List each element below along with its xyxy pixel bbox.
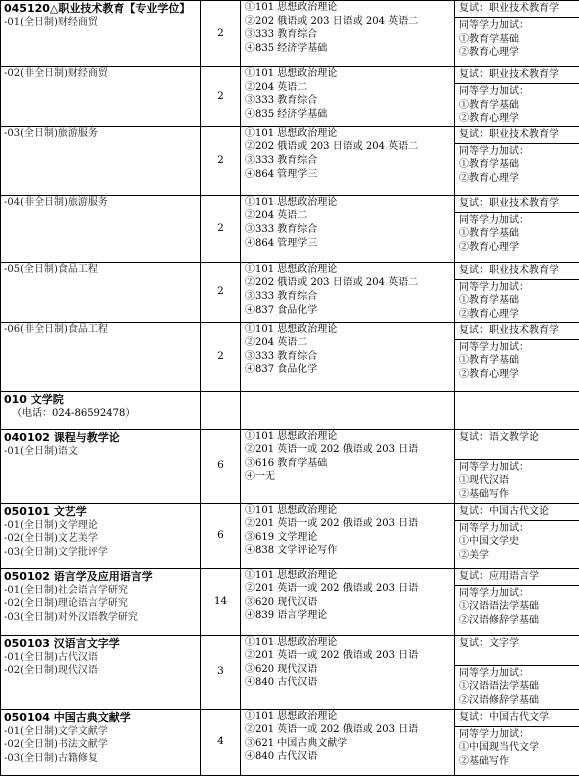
table-row	[1, 322, 579, 391]
enrollment-count: 2	[201, 67, 241, 127]
equivalent-exam-subject: ①教育学基础	[459, 354, 575, 368]
retest-cell	[455, 322, 579, 391]
exam-subject: ③333 教育综合	[245, 28, 451, 42]
exam-cell	[241, 391, 455, 429]
retest-subject: 复试：中国古代文学	[455, 710, 579, 727]
college-title: 010 文学院	[4, 392, 197, 407]
equivalent-exam-subject: ②教育心理学	[459, 241, 575, 255]
program-cell	[1, 322, 201, 391]
exam-subject: ①101 思想政治理论	[245, 196, 451, 210]
equivalent-exam-title: 同等学力加试：	[459, 461, 575, 475]
table-row	[1, 503, 579, 568]
exam-subject: ④837 食品化学	[245, 363, 451, 377]
retest-subject: 复试：职业技术教育学	[455, 196, 579, 213]
program-title: 050103 汉语言文字学	[4, 636, 197, 651]
exam-subjects	[241, 322, 455, 391]
program-cell	[1, 503, 201, 568]
equivalent-exam-subject: ①中国文学史	[459, 535, 575, 549]
retest-subject: 复试：职业技术教育学	[455, 263, 579, 280]
exam-subject: ②201 英语一或 202 俄语或 203 日语	[245, 582, 451, 596]
retest-cell	[455, 126, 579, 195]
research-direction: -02(全日制)现代汉语	[4, 664, 197, 678]
equivalent-exam-title: 同等学力加试：	[459, 281, 575, 295]
exam-subjects	[241, 709, 455, 775]
program-cell	[1, 126, 201, 195]
exam-subjects	[241, 195, 455, 262]
equivalent-exam	[455, 460, 579, 502]
research-direction: -01(全日制)财经商贸	[4, 16, 197, 30]
table-row	[1, 635, 579, 709]
retest-cell	[455, 568, 579, 635]
enrollment-count: 2	[201, 322, 241, 391]
retest-subject: 复试：应用语言学	[455, 569, 579, 586]
equivalent-exam-subject: ②教育心理学	[459, 112, 575, 126]
table-row	[1, 429, 579, 503]
equivalent-exam-title: 同等学力加试：	[459, 145, 575, 159]
exam-subject: ③620 现代汉语	[245, 663, 451, 677]
table-row	[1, 67, 579, 127]
exam-subject: ①101 思想政治理论	[245, 636, 451, 650]
research-direction: -02(全日制)书法文献学	[4, 738, 197, 752]
table-body	[1, 1, 579, 776]
equivalent-exam-subject: ②基础写作	[459, 488, 575, 502]
exam-subjects	[241, 429, 455, 503]
exam-subject: ②201 英语一或 202 俄语或 203 日语	[245, 649, 451, 663]
retest-subject: 复试：职业技术教育学	[455, 67, 579, 84]
equivalent-exam-subject: ①中国现当代文学	[459, 741, 575, 755]
retest-subject: 复试：文字学	[455, 636, 579, 666]
equivalent-exam	[455, 280, 579, 322]
retest-cell	[455, 709, 579, 775]
equivalent-exam	[455, 586, 579, 628]
exam-subject: ③619 文学理论	[245, 531, 451, 545]
exam-subject: ①101 思想政治理论	[245, 504, 451, 518]
enrollment-count: 2	[201, 262, 241, 322]
exam-subject: ①101 思想政治理论	[245, 323, 451, 337]
exam-subject: ③616 教育学基础	[245, 457, 451, 471]
enrollment-count: 3	[201, 635, 241, 709]
equivalent-exam-title: 同等学力加试：	[459, 667, 575, 681]
equivalent-exam-subject: ①教育学基础	[459, 33, 575, 47]
research-direction: -02(全日制)文艺美学	[4, 532, 197, 546]
exam-subjects	[241, 126, 455, 195]
exam-subject: ①101 思想政治理论	[245, 1, 451, 15]
research-direction: -01(全日制)社会语言学研究	[4, 584, 197, 598]
exam-subject: ①101 思想政治理论	[245, 67, 451, 81]
exam-subject: ②202 俄语或 203 日语或 204 英语二	[245, 140, 451, 154]
equivalent-exam-title: 同等学力加试：	[459, 214, 575, 228]
program-cell	[1, 67, 201, 127]
program-cell	[1, 635, 201, 709]
exam-subject: ③333 教育综合	[245, 290, 451, 304]
equivalent-exam-title: 同等学力加试：	[459, 522, 575, 536]
retest-cell	[455, 262, 579, 322]
retest-cell	[455, 635, 579, 709]
equivalent-exam	[455, 340, 579, 382]
equivalent-exam-subject: ②汉语修辞学基础	[459, 614, 575, 628]
retest-cell	[455, 195, 579, 262]
research-direction: -06(非全日制)食品工程	[4, 323, 197, 337]
enrollment-count: 2	[201, 126, 241, 195]
research-direction: -04(非全日制)旅游服务	[4, 196, 197, 210]
research-direction: -01(全日制)语文	[4, 445, 197, 459]
exam-subject: ②201 英语一或 202 俄语或 203 日语	[245, 723, 451, 737]
exam-subject: ④835 经济学基础	[245, 42, 451, 56]
equivalent-exam	[455, 213, 579, 255]
table-row	[1, 709, 579, 775]
equivalent-exam-subject: ②教育心理学	[459, 368, 575, 382]
equivalent-exam-subject: ①教育学基础	[459, 227, 575, 241]
exam-subject: ④840 古代汉语	[245, 750, 451, 764]
program-title: 045120△职业技术教育【专业学位】	[4, 1, 197, 16]
research-direction: -03(全日制)文学批评学	[4, 546, 197, 560]
exam-subject: ④838 文学评论写作	[245, 544, 451, 558]
retest-subject: 复试：职业技术教育学	[455, 323, 579, 340]
exam-subject: ④一无	[245, 470, 451, 484]
equivalent-exam-title: 同等学力加试：	[459, 19, 575, 33]
retest-cell	[455, 67, 579, 127]
exam-subject: ③333 教育综合	[245, 154, 451, 168]
exam-subject: ②202 俄语或 203 日语或 204 英语二	[245, 15, 451, 29]
exam-subject: ①101 思想政治理论	[245, 569, 451, 583]
program-cell	[1, 1, 201, 67]
program-title: 050102 语言学及应用语言学	[4, 569, 197, 584]
exam-subject: ②202 俄语或 203 日语或 204 英语二	[245, 276, 451, 290]
exam-subject: ②204 英语二	[245, 209, 451, 223]
exam-subject: ④840 古代汉语	[245, 676, 451, 690]
enroll-cell	[201, 391, 241, 429]
exam-subject: ④839 语言学理论	[245, 609, 451, 623]
retest-subject: 复试：中国古代文论	[455, 504, 579, 521]
exam-subject: ①101 思想政治理论	[245, 127, 451, 141]
enrollment-count: 2	[201, 1, 241, 67]
program-cell	[1, 429, 201, 503]
exam-subject: ③333 教育综合	[245, 350, 451, 364]
exam-subject: ④864 管理学三	[245, 237, 451, 251]
research-direction: -03(全日制)古籍修复	[4, 752, 197, 766]
table-row	[1, 126, 579, 195]
exam-subjects	[241, 503, 455, 568]
equivalent-exam	[455, 144, 579, 186]
retest-cell	[455, 1, 579, 67]
notes-cell	[455, 391, 579, 429]
program-cell	[1, 262, 201, 322]
enrollment-count: 6	[201, 429, 241, 503]
equivalent-exam	[455, 666, 579, 708]
research-direction: -03(全日制)旅游服务	[4, 127, 197, 141]
college-cell	[1, 391, 201, 429]
equivalent-exam	[455, 521, 579, 563]
equivalent-exam-subject: ②美学	[459, 549, 575, 563]
table-row	[1, 1, 579, 67]
exam-subject: ②204 英语二	[245, 81, 451, 95]
equivalent-exam-title: 同等学力加试：	[459, 587, 575, 601]
exam-subject: ③333 教育综合	[245, 94, 451, 108]
table-row	[1, 262, 579, 322]
retest-subject: 复试：职业技术教育学	[455, 1, 579, 18]
exam-subject: ①101 思想政治理论	[245, 430, 451, 444]
retest-cell	[455, 503, 579, 568]
equivalent-exam-subject: ①教育学基础	[459, 158, 575, 172]
equivalent-exam-subject: ②教育心理学	[459, 172, 575, 186]
equivalent-exam	[455, 18, 579, 60]
equivalent-exam-subject: ②基础写作	[459, 755, 575, 769]
equivalent-exam-subject: ②汉语修辞学基础	[459, 694, 575, 708]
equivalent-exam-title: 同等学力加试：	[459, 85, 575, 99]
equivalent-exam-subject: ②教育心理学	[459, 46, 575, 60]
research-direction: -01(全日制)古代汉语	[4, 651, 197, 665]
exam-subjects	[241, 568, 455, 635]
program-title: 050101 文艺学	[4, 504, 197, 519]
enrollment-count: 14	[201, 568, 241, 635]
program-cell	[1, 195, 201, 262]
exam-subjects	[241, 635, 455, 709]
research-direction: -02(全日制)理论语言学研究	[4, 597, 197, 611]
equivalent-exam-subject: ①现代汉语	[459, 474, 575, 488]
exam-subject: ③333 教育综合	[245, 223, 451, 237]
exam-subject: ④864 管理学三	[245, 168, 451, 182]
retest-cell	[455, 429, 579, 503]
equivalent-exam-subject: ①教育学基础	[459, 99, 575, 113]
exam-subject: ③620 现代汉语	[245, 596, 451, 610]
equivalent-exam	[455, 84, 579, 126]
exam-subjects	[241, 67, 455, 127]
program-title: 050104 中国古典文献学	[4, 710, 197, 725]
exam-subject: ④835 经济学基础	[245, 108, 451, 122]
exam-subjects	[241, 1, 455, 67]
retest-subject: 复试：职业技术教育学	[455, 127, 579, 144]
program-cell	[1, 568, 201, 635]
equivalent-exam-title: 同等学力加试：	[459, 341, 575, 355]
exam-subject: ①101 思想政治理论	[245, 263, 451, 277]
equivalent-exam-subject: ②教育心理学	[459, 308, 575, 322]
research-direction: -03(全日制)对外汉语教学研究	[4, 611, 197, 625]
exam-subject: ③621 中国古典文献学	[245, 737, 451, 751]
enrollment-count: 2	[201, 195, 241, 262]
research-direction: -05(全日制)食品工程	[4, 263, 197, 277]
research-direction: -01(全日制)文学文献学	[4, 725, 197, 739]
enrollment-count: 6	[201, 503, 241, 568]
research-direction: -01(全日制)文学理论	[4, 519, 197, 533]
program-title: 040102 课程与教学论	[4, 430, 197, 445]
enrollment-count: 4	[201, 709, 241, 775]
exam-subject: ②201 英语一或 202 俄语或 203 日语	[245, 517, 451, 531]
equivalent-exam-title: 同等学力加试：	[459, 728, 575, 742]
exam-subject: ②201 英语一或 202 俄语或 203 日语	[245, 443, 451, 457]
program-cell	[1, 709, 201, 775]
equivalent-exam-subject: ①教育学基础	[459, 294, 575, 308]
exam-subject: ②204 英语二	[245, 336, 451, 350]
table-row	[1, 391, 579, 429]
exam-subject: ①101 思想政治理论	[245, 710, 451, 724]
research-direction: -02(非全日制)财经商贸	[4, 67, 197, 81]
equivalent-exam-subject: ①汉语语法学基础	[459, 600, 575, 614]
table-row	[1, 195, 579, 262]
table-row	[1, 568, 579, 635]
exam-subject: ④837 食品化学	[245, 304, 451, 318]
equivalent-exam-subject: ①汉语语法学基础	[459, 680, 575, 694]
college-phone: （电话：024-86592478）	[4, 407, 197, 421]
equivalent-exam	[455, 727, 579, 769]
exam-subjects	[241, 262, 455, 322]
retest-subject: 复试：语文教学论	[455, 430, 579, 460]
